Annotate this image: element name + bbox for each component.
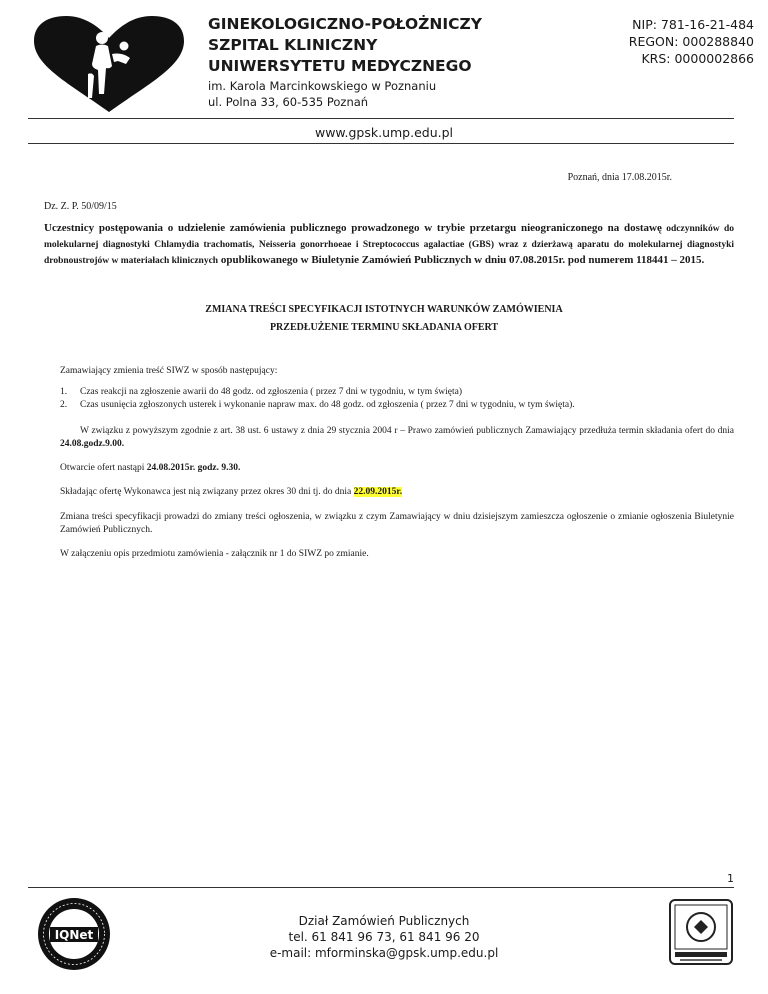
para-extension-text: W związku z powyższym zgodnie z art. 38 ust. 6 ustawy z dnia 29 stycznia 2004 r – Prawo zamówień publicznych Zamawiający przedłuża termin składania ofert do dnia xyxy=(80,426,734,436)
list-item-number: 2. xyxy=(60,400,68,410)
list-item-text: Czas reakcji na zgłoszenie awarii do 48 godz. od zgłoszenia ( przez 7 dni w tygodniu, w tym święta) xyxy=(80,387,462,397)
heading-deadline-extension: PRZEDŁUŻENIE TERMINU SKŁADANIA OFERT xyxy=(269,322,499,333)
para-binding-text: Składając ofertę Wykonawca jest nią związany przez okres 30 dni tj. do dnia xyxy=(60,487,354,497)
hospital-address xyxy=(208,78,436,110)
hospital-name-line-1: GINEKOLOGICZNO-POŁOŻNICZY xyxy=(208,15,482,33)
iqnet-logo-text: IQNet xyxy=(54,928,94,942)
hospital-street: ul. Polna 33, 60-535 Poznań xyxy=(208,95,369,109)
regon: REGON: 000288840 xyxy=(628,34,754,49)
krs: KRS: 0000002866 xyxy=(641,51,754,66)
hospital-name xyxy=(208,14,568,77)
footer-contact xyxy=(0,913,768,961)
hospital-patron: im. Karola Marcinkowskiego w Poznaniu xyxy=(208,79,437,93)
changes-list xyxy=(60,386,734,412)
list-item-number: 1. xyxy=(60,387,68,397)
footer-department: Dział Zamówień Publicznych xyxy=(298,914,470,928)
list-item xyxy=(60,386,734,399)
letter-intro xyxy=(44,221,734,269)
para-notice: Zmiana treści specyfikacji prowadzi do zmiany treści ogłoszenia, w związku z czym Zamawiający w dniu dzisiejszym zamieszcza ogłoszenie o zmianie ogłoszenia Biuletynie Zamówień Publicznych. xyxy=(60,512,734,535)
para-extension xyxy=(60,425,734,451)
footer-email[interactable]: e-mail: mforminska@gpsk.ump.edu.pl xyxy=(269,946,499,960)
para-binding-date: 22.09.2015r. xyxy=(353,487,403,497)
para-opening-date: 24.08.2015r. godz. 9.30. xyxy=(146,463,241,473)
hospital-name-line-2: SZPITAL KLINICZNY xyxy=(208,36,378,54)
para-attachment: W załączeniu opis przedmiotu zamówienia - załącznik nr 1 do SIWZ po zmianie. xyxy=(60,549,369,559)
footer-divider xyxy=(28,887,734,888)
heading-siwz-change: ZMIANA TREŚCI SPECYFIKACJI ISTOTNYCH WARUNKÓW ZAMÓWIENIA xyxy=(205,304,563,315)
para-opening-text: Otwarcie ofert nastąpi xyxy=(60,463,147,473)
footer-phone: tel. 61 841 96 73, 61 841 96 20 xyxy=(288,930,480,944)
para-binding xyxy=(60,486,734,499)
para-extension-date: 24.08.godz.9.00. xyxy=(60,439,125,449)
para-changes: Zamawiający zmienia treść SIWZ w sposób następujący: xyxy=(60,366,278,376)
intro-part-1: Uczestnicy postępowania o udzielenie zamówienia publicznego prowadzonego w trybie przetargu nieograniczonego na dostawę xyxy=(44,222,662,234)
letter-date: Poznań, dnia 17.08.2015r. xyxy=(567,172,672,183)
header-divider-top xyxy=(28,118,734,119)
para-opening xyxy=(60,462,734,475)
intro-part-2: odczynników do molekularnej diagnostyki Chlamydia trachomatis, Neisseria gonorrhoeae i Streptococcus agalactiae (GBS) wraz z dzierżawą aparatu do molekularnej diagnostyki drobnoustrojów w materiałach klinicznych xyxy=(44,224,734,266)
hospital-name-line-3: UNIWERSYTETU MEDYCZNEGO xyxy=(208,57,472,75)
hospital-heart-logo xyxy=(30,14,188,114)
registration-ids xyxy=(629,16,754,67)
list-item xyxy=(60,399,734,412)
page-number: 1 xyxy=(727,872,734,885)
website-link[interactable]: www.gpsk.ump.edu.pl xyxy=(314,125,454,140)
nip: NIP: 781-16-21-484 xyxy=(632,17,754,32)
letter-reference: Dz. Z. P. 50/09/15 xyxy=(44,201,117,212)
certification-seal-icon xyxy=(668,898,734,966)
intro-part-3: opublikowanego w Biuletynie Zamówień Publicznych w dniu 07.08.2015r. pod numerem 118441 – 2015. xyxy=(218,254,705,266)
list-item-text: Czas usunięcia zgłoszonych usterek i wykonanie napraw max. do 48 godz. od zgłoszenia ( przez 7 dni w tygodniu, w tym święta). xyxy=(80,400,575,410)
header-divider-bottom xyxy=(28,143,734,144)
